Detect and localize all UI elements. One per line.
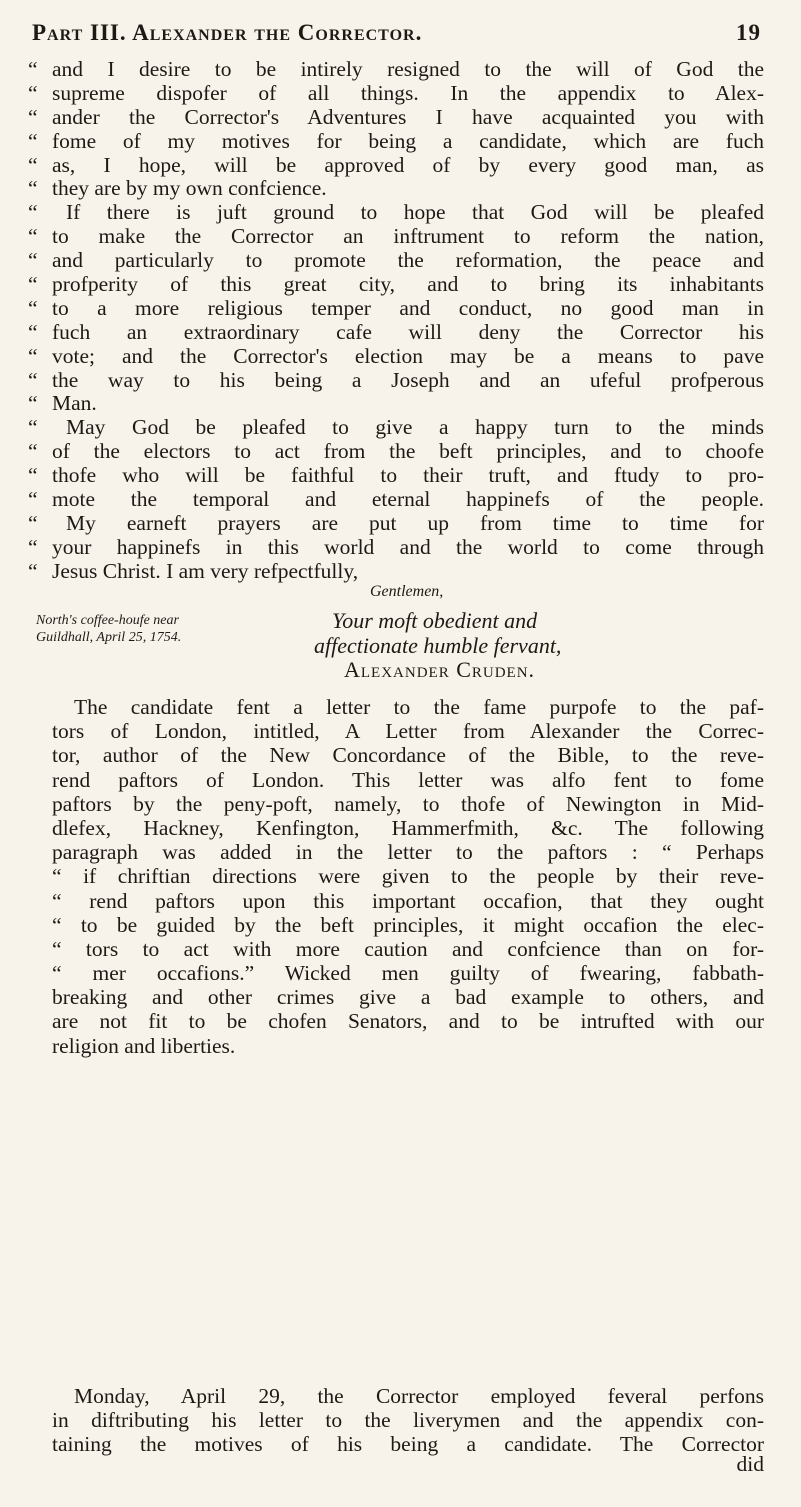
quote-mark: “ xyxy=(28,248,38,273)
quote-mark: “ xyxy=(28,415,38,440)
paragraph-line: breaking and other crimes give a bad example to others, and xyxy=(52,985,764,1010)
letter-line-text: My earneft prayers are put up from time to time for xyxy=(66,510,764,535)
letter-line-text: May God be pleafed to give a happy turn to the minds xyxy=(66,415,764,440)
closing-line-1: Your moft obedient and xyxy=(332,608,538,633)
letter-line-text: and particularly to promote the reformation, the peace and xyxy=(52,248,764,273)
quote-mark: “ xyxy=(28,224,38,249)
letter-line-text: vote; and the Corrector's election may be a means to pave xyxy=(52,343,764,368)
letter-line xyxy=(28,415,764,440)
letter-line xyxy=(28,463,764,488)
letter-line xyxy=(28,367,764,393)
letter-line-text: If there is juft ground to hope that God will be pleafed xyxy=(66,200,764,225)
letter-line xyxy=(28,248,764,273)
letter-line-text: ander the Corrector's Adventures I have acquainted you with xyxy=(52,104,764,129)
letter-line xyxy=(28,487,764,512)
letter-line xyxy=(28,224,764,249)
letter-line xyxy=(28,176,764,201)
letter-line-text: the way to his being a Joseph and an ufeful profperous xyxy=(52,367,764,392)
paragraph-line: The candidate fent a letter to the fame purpofe to the paf- xyxy=(74,695,764,719)
letter-line xyxy=(28,558,764,584)
salutation: Gentlemen, xyxy=(370,583,444,600)
quote-mark: “ xyxy=(28,439,38,464)
letter-line-text: thofe who will be faithful to their truft, and ftudy to pro- xyxy=(52,463,764,488)
location-line-1: North's coffee-houfe near xyxy=(36,613,179,628)
paragraph-line: Monday, April 29, the Corrector employed feveral perfons xyxy=(74,1384,764,1408)
letter-line-text: profperity of this great city, and to bring its inhabitants xyxy=(52,272,764,297)
letter-line-text: mote the temporal and eternal happinefs of the people. xyxy=(52,487,764,512)
quote-mark: “ xyxy=(28,487,38,512)
running-header xyxy=(32,20,761,54)
paragraph-line: are not fit to be chofen Senators, and to be intrufted with our xyxy=(52,1009,764,1034)
letter-line xyxy=(28,104,764,130)
paragraph-line: in diftributing his letter to the liverymen and the appendix con- xyxy=(52,1408,764,1433)
letter-line xyxy=(28,80,764,106)
letter-line-text: your happinefs in this world and the world to come through xyxy=(52,534,764,559)
letter-line xyxy=(28,510,764,536)
letter-line xyxy=(28,343,764,369)
letter-line-text: fuch an extraordinary cafe will deny the Corrector his xyxy=(52,319,764,344)
quote-mark: “ xyxy=(28,272,38,297)
letter-line-text: Jesus Christ. I am very refpectfully, xyxy=(52,558,359,583)
letter-line xyxy=(28,57,764,82)
paragraph-1 xyxy=(52,695,764,1058)
letter-text xyxy=(28,57,764,584)
quote-mark: “ xyxy=(28,295,38,320)
running-title: Part III. Alexander the Corrector. xyxy=(32,20,423,45)
quote-mark: “ xyxy=(28,128,38,153)
signatory-name: Alexander Cruden. xyxy=(344,657,536,682)
quote-mark: “ xyxy=(28,80,38,105)
paragraph-line: “ tors to act with more caution and confcience than on for- xyxy=(52,936,764,961)
quote-mark: “ xyxy=(28,57,38,81)
letter-line-text: to make the Corrector an inftrument to reform the nation, xyxy=(52,224,764,249)
paragraph-line: “ rend paftors upon this important occafion, that they ought xyxy=(52,888,764,913)
quote-mark: “ xyxy=(28,558,38,583)
closing-line-2: affectionate humble fervant, xyxy=(314,633,562,658)
quote-mark: “ xyxy=(28,534,38,559)
letter-line xyxy=(28,200,764,225)
paragraph-line: “ to be guided by the beft principles, it might occafion the elec- xyxy=(52,912,764,937)
letter-line xyxy=(28,391,764,416)
letter-line xyxy=(28,295,764,321)
letter-line xyxy=(28,439,764,464)
paragraph-line: taining the motives of his being a candidate. The Corrector xyxy=(52,1432,764,1457)
paragraph-line: tors of London, intitled, A Letter from Alexander the Correc- xyxy=(52,719,764,744)
letter-line-text: as, I hope, will be approved of by every good man, as xyxy=(52,152,764,177)
quote-mark: “ xyxy=(28,463,38,488)
letter-line-text: and I desire to be intirely resigned to the will of God the xyxy=(52,57,764,81)
letter-line-text: fome of my motives for being a candidate, which are fuch xyxy=(52,128,764,153)
page-number: 19 xyxy=(736,20,761,45)
paragraph-line: rend paftors of London. This letter was alfo fent to fome xyxy=(52,767,764,792)
letter-line-text: Man. xyxy=(52,391,97,416)
letter-line-text: supreme dispofer of all things. In the appendix to Alex- xyxy=(52,80,764,105)
letter-line-text: to a more religious temper and conduct, no good man in xyxy=(52,295,764,320)
letter-line xyxy=(28,152,764,178)
quote-mark: “ xyxy=(28,319,38,344)
quote-mark: “ xyxy=(28,510,38,535)
paragraph-line: “ mer occafions.” Wicked men guilty of fwearing, fabbath- xyxy=(52,961,764,986)
paragraph-line: tor, author of the New Concordance of the Bible, to the reve- xyxy=(52,743,764,768)
quote-mark: “ xyxy=(28,104,38,129)
paragraph-line: paragraph was added in the letter to the paftors : “ Perhaps xyxy=(52,840,764,865)
paragraph-line: “ if chriftian directions were given to the people by their reve- xyxy=(52,864,764,889)
paragraph-line: paftors by the peny-poft, namely, to thofe of Newington in Mid- xyxy=(52,791,764,816)
paragraph-line: religion and liberties. xyxy=(52,1033,236,1058)
quote-mark: “ xyxy=(28,176,38,201)
letter-location xyxy=(36,612,181,646)
quote-mark: “ xyxy=(28,367,38,392)
location-line-2: Guildhall, April 25, 1754. xyxy=(36,630,182,645)
catchword: did xyxy=(736,1452,764,1476)
letter-line-text: of the electors to act from the beft principles, and to choofe xyxy=(52,439,764,464)
paragraph-2 xyxy=(52,1384,764,1457)
letter-line xyxy=(28,534,764,560)
quote-mark: “ xyxy=(28,200,38,225)
quote-mark: “ xyxy=(28,152,38,177)
paragraph-line: dlefex, Hackney, Kenfington, Hammerfmith, &c. The following xyxy=(52,815,764,840)
letter-line xyxy=(28,319,764,345)
letter-line xyxy=(28,272,764,297)
quote-mark: “ xyxy=(28,391,38,416)
letter-line-text: they are by my own confcience. xyxy=(52,176,327,201)
quote-mark: “ xyxy=(28,343,38,368)
letter-line xyxy=(28,128,764,154)
